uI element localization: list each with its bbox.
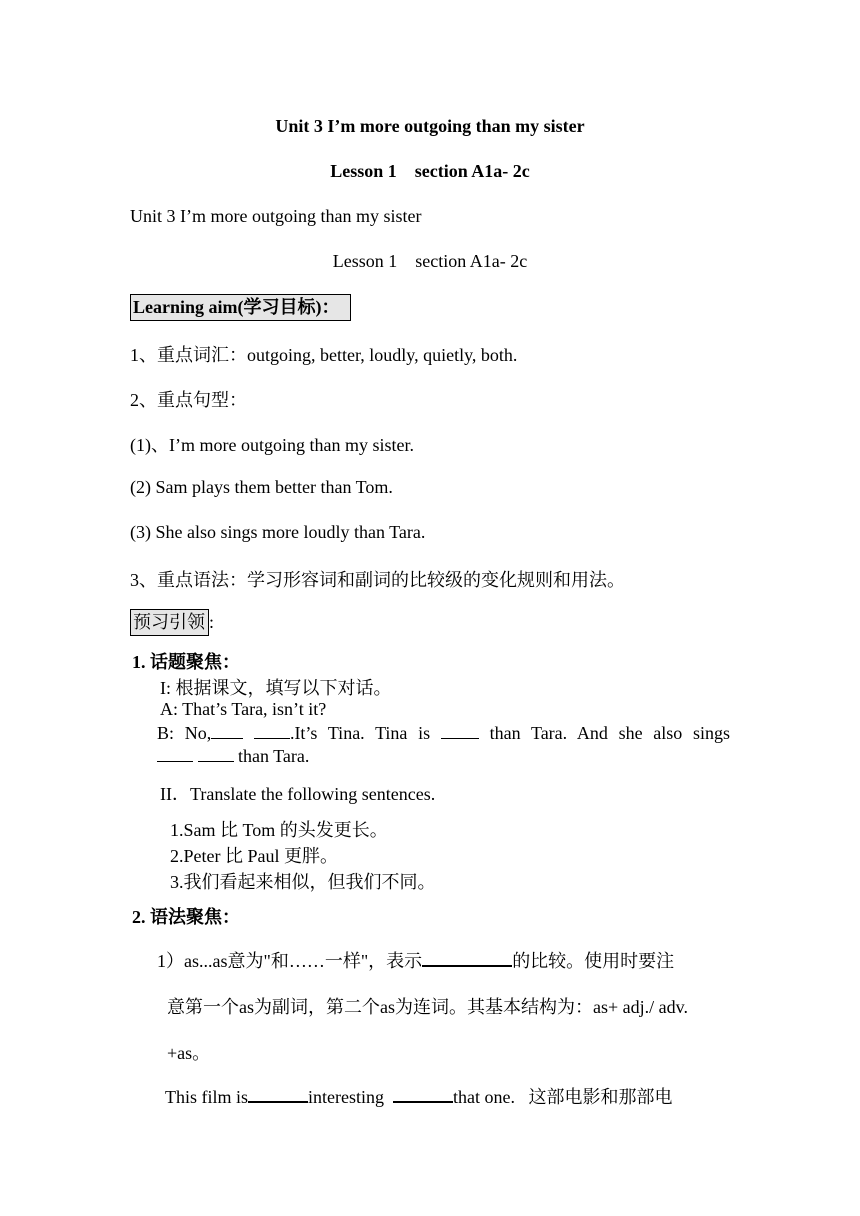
learning-aim-heading: Learning aim(学习目标)：	[130, 294, 351, 321]
dialog-line-b-cont: than Tara.	[157, 745, 309, 767]
part1-instruction: I: 根据课文，填写以下对话。	[160, 678, 392, 698]
example-blank-2[interactable]	[393, 1085, 453, 1103]
page-title: Unit 3 I’m more outgoing than my sister	[275, 116, 585, 136]
aim-item-5: (3) She also sings more loudly than Tara.	[130, 522, 426, 542]
aim-item-3: (1)、I’m more outgoing than my sister.	[130, 435, 414, 455]
preview-heading: 预习引领	[130, 609, 209, 636]
aim-item-2: 2、重点句型：	[130, 390, 247, 410]
example-blank-1[interactable]	[248, 1085, 308, 1103]
dialog-line-a: A: That’s Tara, isn’t it?	[160, 699, 327, 719]
preview-heading-wrap	[130, 609, 214, 636]
translate-item-2: 2.Peter 比 Paul 更胖。	[170, 846, 338, 866]
subtitle-plain: Unit 3 I’m more outgoing than my sister	[130, 206, 422, 226]
translate-item-1: 1.Sam 比 Tom 的头发更长。	[170, 820, 388, 840]
grammar-line-1: 1）as...as意为"和……一样"，表示 的比较。使用时要注	[157, 951, 675, 971]
part2-instruction: II．Translate the following sentences.	[160, 784, 436, 804]
translate-item-3: 3.我们看起来相似，但我们不同。	[170, 872, 436, 892]
topic-heading: 1. 话题聚焦：	[132, 652, 240, 672]
learning-aim-heading-wrap	[130, 294, 351, 321]
example-line: This film is interesting that one. 这部电影和那部电	[165, 1087, 673, 1107]
preview-colon: :	[209, 612, 215, 632]
blank-1[interactable]	[211, 722, 243, 739]
aim-item-4: (2) Sam plays them better than Tom.	[130, 477, 393, 497]
blank-5[interactable]	[198, 745, 234, 762]
grammar-line-3: +as。	[167, 1043, 211, 1063]
aim-item-1: 1、重点词汇：outgoing, better, loudly, quietly, both.	[130, 345, 518, 365]
lesson-plain: Lesson 1 section A1a- 2c	[332, 251, 528, 271]
lesson-title: Lesson 1 section A1a- 2c	[330, 161, 530, 181]
blank-4[interactable]	[157, 745, 193, 762]
dialog-line-b: B: No, .It’s Tina. Tina is than Tara. And she also sings	[157, 723, 731, 743]
aim-item-6: 3、重点语法：学习形容词和副词的比较级的变化规则和用法。	[130, 570, 625, 590]
grammar-line-2: 意第一个as为副词，第二个as为连词。其基本结构为：as+ adj./ adv.	[167, 997, 688, 1017]
grammar-blank[interactable]	[422, 949, 512, 967]
blank-2[interactable]	[254, 722, 290, 739]
blank-3[interactable]	[441, 722, 479, 739]
grammar-heading: 2. 语法聚焦：	[132, 907, 240, 927]
